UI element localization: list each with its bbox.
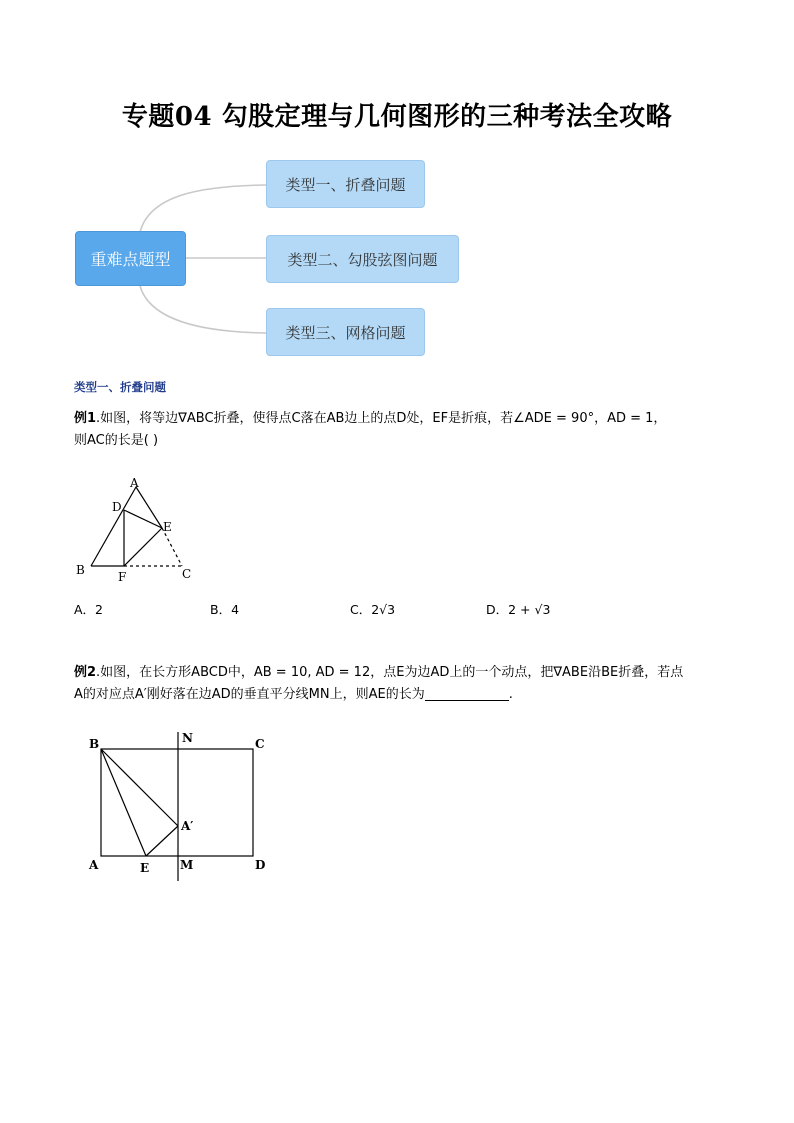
fig1-label-d: D — [112, 500, 122, 514]
example-2-line-2-end: . — [508, 687, 513, 702]
fig2-label-c: C — [255, 737, 265, 751]
example-2-line-1-text: .如图，在长方形ABCD中，AB = 10, AD = 12，点E为边AD上的一个动点，把∇ABE沿BE折叠，若点 — [96, 665, 684, 680]
mind-map-branch-2: 类型二、勾股弦图问题 — [266, 235, 459, 283]
mind-map-root: 重难点题型 — [75, 231, 186, 286]
example-2-line-2-text: A的对应点A′刚好落在边AD的垂直平分线MN上，则AE的长为 — [74, 687, 425, 702]
page-title: 专题04 勾股定理与几何图形的三种考法全攻略 — [121, 102, 673, 132]
mind-map — [0, 150, 794, 370]
fig2-label-a: A — [89, 858, 99, 872]
fig1-label-e: E — [163, 520, 172, 534]
fig2-label-m: M — [180, 858, 194, 872]
fig1-label-a: A — [130, 476, 139, 490]
example-2-figure — [85, 728, 285, 888]
fig2-label-a-prime: A′ — [181, 819, 194, 833]
option-a: A．2 — [74, 602, 104, 617]
fig2-label-n: N — [182, 731, 193, 745]
example-1-line-2: 则AC的长是( ) — [74, 433, 159, 448]
option-d: D．2 + √3 — [486, 602, 551, 617]
example-1-figure — [70, 470, 200, 585]
answer-blank[interactable] — [425, 686, 509, 701]
mind-map-branch-1: 类型一、折叠问题 — [266, 160, 425, 208]
fig2-label-d: D — [255, 858, 266, 872]
fig2-label-b: B — [89, 737, 100, 751]
mind-map-branch-3: 类型三、网格问题 — [266, 308, 425, 356]
fig1-label-f: F — [118, 570, 127, 584]
fig1-label-b: B — [76, 563, 85, 577]
fig1-label-c: C — [182, 567, 192, 581]
section-heading: 类型一、折叠问题 — [74, 380, 166, 394]
example-1-label: 例1 — [74, 411, 97, 426]
example-1-line-1-text: .如图，将等边∇ABC折叠，使得点C落在AB边上的点D处，EF是折痕，若∠ADE = 90°，AD = 1， — [96, 411, 667, 426]
example-2-text — [74, 662, 734, 706]
example-1-text — [74, 408, 734, 452]
option-b: B．4 — [210, 602, 240, 617]
example-2-line-2 — [74, 684, 734, 706]
example-2-line-1 — [74, 662, 734, 684]
example-2-label: 例2 — [74, 665, 97, 680]
option-c: C．2√3 — [350, 602, 396, 617]
example-1-line-1 — [74, 408, 734, 430]
fig2-label-e: E — [140, 861, 150, 875]
